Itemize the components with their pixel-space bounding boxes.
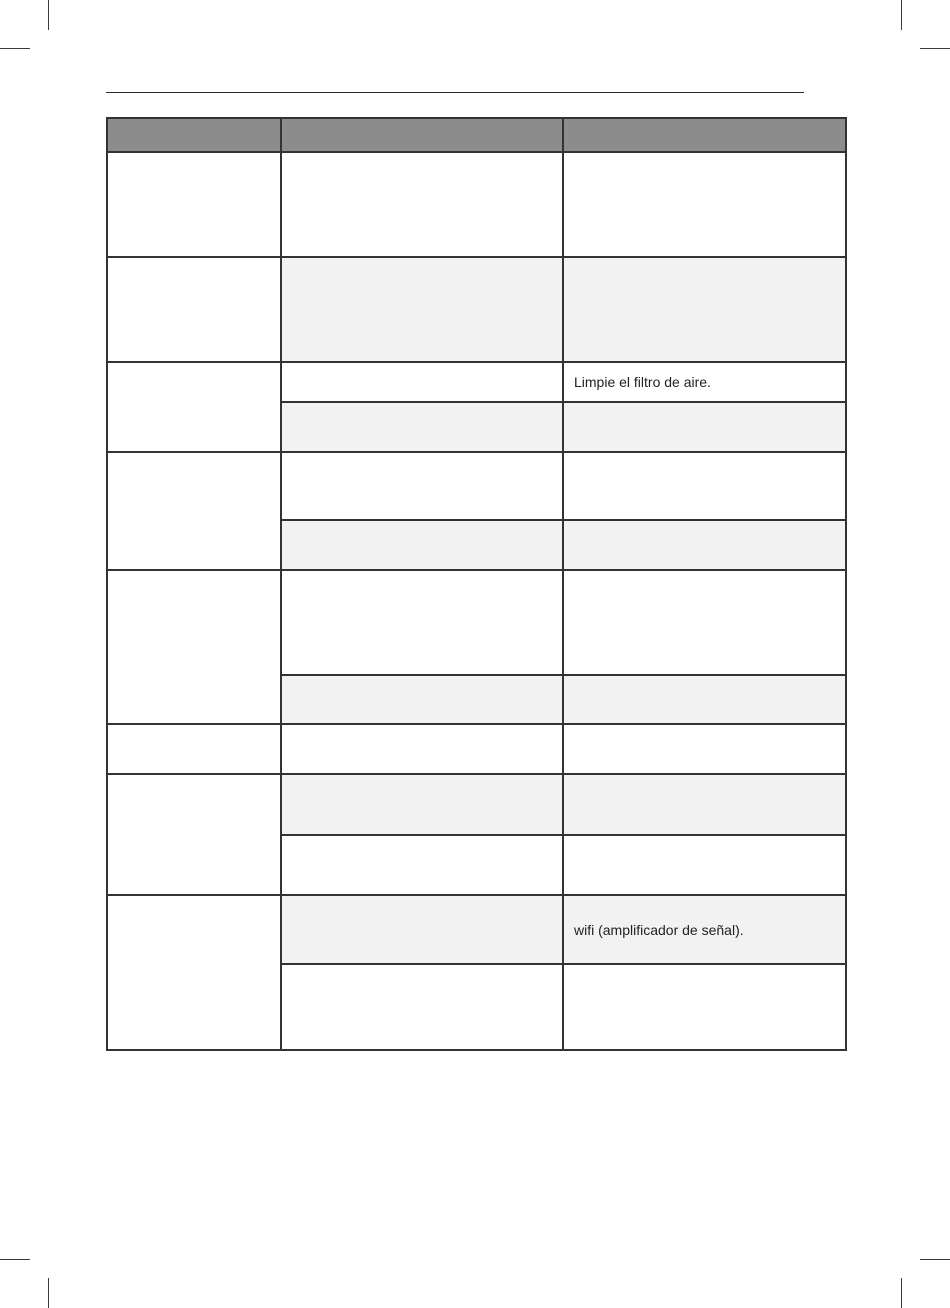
table-body bbox=[107, 152, 846, 1050]
crop-mark-top-left-vertical bbox=[48, 0, 49, 30]
cause-cell bbox=[281, 895, 563, 964]
solution-cell bbox=[563, 964, 846, 1050]
troubleshooting-table-container bbox=[106, 117, 847, 1051]
crop-mark-top-right-horizontal bbox=[920, 48, 950, 49]
header-solution bbox=[563, 118, 846, 152]
solution-cell bbox=[563, 257, 846, 362]
solution-cell: Limpie el filtro de aire. bbox=[563, 362, 846, 402]
cause-cell bbox=[281, 675, 563, 724]
solution-cell bbox=[563, 520, 846, 570]
crop-mark-bottom-left-vertical bbox=[48, 1278, 49, 1308]
crop-mark-top-right-vertical bbox=[901, 0, 902, 30]
troubleshooting-table bbox=[106, 117, 847, 1051]
cause-cell bbox=[281, 520, 563, 570]
cause-cell bbox=[281, 257, 563, 362]
solution-cell: wifi (amplificador de señal). bbox=[563, 895, 846, 964]
table-header-row bbox=[107, 118, 846, 152]
header-cause bbox=[281, 118, 563, 152]
header-rule bbox=[106, 92, 804, 93]
cause-cell bbox=[281, 452, 563, 520]
cause-cell bbox=[281, 152, 563, 257]
solution-cell bbox=[563, 724, 846, 774]
table-row bbox=[107, 362, 846, 402]
problem-cell bbox=[107, 362, 281, 452]
solution-cell bbox=[563, 675, 846, 724]
solution-cell bbox=[563, 402, 846, 452]
header-problem bbox=[107, 118, 281, 152]
cause-cell bbox=[281, 362, 563, 402]
table-row bbox=[107, 724, 846, 774]
table-header bbox=[107, 118, 846, 152]
crop-mark-bottom-left-horizontal bbox=[0, 1259, 30, 1260]
solution-cell bbox=[563, 152, 846, 257]
table-row bbox=[107, 257, 846, 362]
problem-cell bbox=[107, 724, 281, 774]
crop-mark-top-left-horizontal bbox=[0, 48, 30, 49]
table-row bbox=[107, 570, 846, 675]
problem-cell bbox=[107, 257, 281, 362]
table-row bbox=[107, 895, 846, 964]
solution-cell bbox=[563, 835, 846, 895]
problem-cell bbox=[107, 774, 281, 895]
cause-cell bbox=[281, 724, 563, 774]
cause-cell bbox=[281, 570, 563, 675]
problem-cell bbox=[107, 152, 281, 257]
solution-cell bbox=[563, 570, 846, 675]
cause-cell bbox=[281, 402, 563, 452]
cause-cell bbox=[281, 774, 563, 835]
solution-cell bbox=[563, 774, 846, 835]
problem-cell bbox=[107, 570, 281, 724]
table-row bbox=[107, 452, 846, 520]
problem-cell bbox=[107, 895, 281, 1050]
solution-cell bbox=[563, 452, 846, 520]
cause-cell bbox=[281, 964, 563, 1050]
table-row bbox=[107, 152, 846, 257]
crop-mark-bottom-right-vertical bbox=[901, 1278, 902, 1308]
problem-cell bbox=[107, 452, 281, 570]
crop-mark-bottom-right-horizontal bbox=[920, 1259, 950, 1260]
table-row bbox=[107, 774, 846, 835]
cause-cell bbox=[281, 835, 563, 895]
